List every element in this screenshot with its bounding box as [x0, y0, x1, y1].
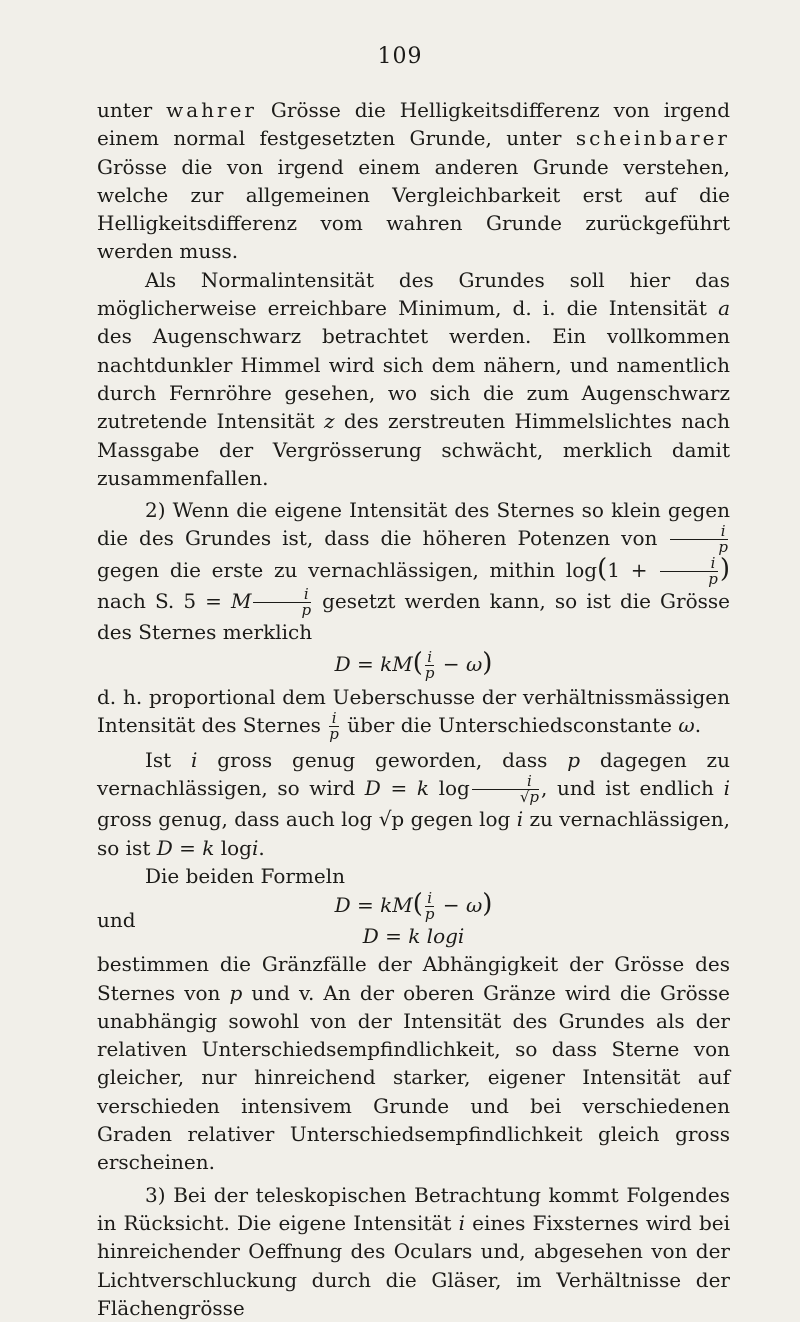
formula-1: [97, 649, 730, 681]
text-run: Ist: [145, 748, 192, 773]
formula-lhs: D = kM: [334, 651, 413, 676]
paragraph-5: [97, 746, 730, 862]
fraction: [660, 556, 718, 587]
text-run: Als Normalintensität des Grundes soll hier das möglicherweise erreichbare Minimum, d. i. die Intensität: [97, 267, 730, 321]
formula-term: − ω: [436, 893, 483, 918]
math-var: z: [324, 409, 335, 434]
formula-pair: [97, 890, 730, 950]
formula-lhs: D = kM: [334, 893, 413, 918]
text-run: 3) Bei der teleskopischen Betrachtung kommt Folgendes in Rücksicht. Die eigene Intensität: [97, 1182, 730, 1235]
math-expr: D = k: [364, 776, 429, 801]
paren: ): [719, 554, 730, 585]
text-run: gesetzt werden kann, so ist die Grösse des Sternes merklich: [97, 589, 730, 645]
text-run: gross genug geworden, dass: [197, 748, 568, 773]
math-var: i: [191, 748, 198, 773]
body-text: [97, 96, 730, 1322]
denominator: p: [424, 905, 435, 924]
text-run: gegen die erste zu vernachlässigen, mithin log: [97, 558, 598, 583]
text-run: dagegen zu vernachlässigen, so wird: [97, 748, 730, 801]
spaced-term: wahrer: [166, 98, 257, 122]
numerator: i: [253, 587, 311, 603]
fraction: [329, 711, 339, 742]
denominator: p: [329, 725, 339, 744]
math-var: i: [516, 807, 524, 832]
fraction: [424, 647, 435, 682]
text-run: zu vernachlässigen, so ist: [97, 807, 730, 860]
math-expr: D = k: [156, 835, 215, 860]
text-run: bestimmen die Gränzfälle der Abhängigkeit der Grösse des Sternes von: [97, 952, 730, 1005]
formula-2: [197, 890, 630, 922]
math-var: M: [230, 589, 252, 614]
paren: ): [482, 889, 493, 920]
math-var: i: [723, 776, 730, 801]
paragraph-3: [97, 496, 730, 647]
math-var: i: [251, 835, 259, 860]
paragraph-2: [97, 266, 730, 492]
denominator: p: [718, 538, 728, 557]
text-run: des Augenschwarz betrachtet werden. Ein vollkommen nachtdunkler Himmel wird sich dem nähern, und namentlich durch Fernröhre gesehen, wo sich die zum Augenschwarz zutretende Intensität: [97, 324, 730, 434]
text-run: über die Unterschiedsconstante: [340, 713, 679, 738]
numerator: i: [425, 650, 435, 666]
paren: (: [412, 647, 423, 678]
paren: (: [412, 889, 423, 920]
text-run: log: [214, 835, 252, 860]
paren: (: [597, 554, 608, 585]
text-run: des zerstreuten Himmelslichtes nach Massgabe der Vergrösserung schwächt, merklich damit zusammenfallen.: [97, 409, 730, 490]
paragraph-1: [97, 96, 730, 266]
paren: ): [482, 647, 493, 678]
numerator: i: [660, 556, 718, 572]
math-var: ω: [678, 713, 695, 738]
numerator: i: [425, 891, 435, 907]
formula-3: D = k logi: [362, 924, 465, 949]
paragraph-6-intro: Die beiden Formeln: [145, 863, 345, 888]
text-run: 2) Wenn die eigene Intensität des Sternes so klein gegen die des Grundes ist, dass die höheren Potenzen von: [97, 498, 730, 551]
und-label: und: [97, 908, 136, 933]
text-run: nach S. 5 =: [97, 589, 231, 614]
fraction: [425, 891, 435, 922]
numerator: i: [670, 524, 728, 540]
math-var: p: [567, 748, 581, 773]
text-run: Grösse die Helligkeitsdifferenz von irgend einem normal festgesetzten Grunde, unter: [97, 98, 730, 151]
math-var: i: [458, 1210, 465, 1235]
text-run: .: [258, 835, 265, 860]
page-number: 109: [377, 44, 423, 69]
text-run: unter: [97, 98, 167, 122]
denominator: p: [424, 663, 435, 682]
paragraph-8: [97, 1181, 730, 1322]
spaced-term: scheinbarer: [575, 126, 730, 151]
math-var: a: [718, 296, 730, 321]
text-run: d. h. proportional dem Ueberschusse der verhältnissmässigen Intensität des Sternes: [97, 684, 730, 738]
fraction: [670, 524, 728, 555]
fraction: [253, 587, 311, 618]
paragraph-4: [97, 683, 730, 742]
text-run: , und ist endlich: [541, 776, 724, 801]
text-run: gross genug, dass auch log √p gegen log: [97, 807, 517, 832]
numerator: i: [472, 774, 539, 790]
text-run: und v. An der oberen Gränze wird die Grösse unabhängig sowohl von der Intensität des Grundes als der relativen Unterschiedsempfindlichkeit, so dass Sterne von gleicher, nur hinreichend starker, eigener Intensität auf verschieden intensivem Grunde und bei verschiedenen Graden relativer Unterschiedsempfindlichkeit gleich gross erscheinen.: [97, 980, 730, 1175]
denominator: p: [301, 601, 312, 620]
text-run: eines Fixsternes wird bei hinreichender Oeffnung des Oculars und, abgesehen von der Lichtverschluckung durch die Gläser, im Verhältnisse der Flächengrösse: [97, 1210, 730, 1320]
text-run: Grösse die von irgend einem anderen Grunde verstehen, welche zur allgemeinen Vergleichbarkeit erst auf die Helligkeitsdifferenz vom wahren Grunde zurückgeführt werden muss.: [97, 154, 730, 264]
denominator: p: [708, 570, 718, 589]
text-run: 1 +: [607, 558, 659, 583]
paragraph-7: [97, 950, 730, 1176]
numerator: i: [329, 711, 339, 727]
math-var: p: [229, 980, 243, 1005]
formula-term: − ω: [436, 651, 483, 676]
text-run: log: [428, 776, 470, 801]
fraction: [472, 774, 539, 805]
text-run: .: [694, 713, 702, 738]
formula-stack: [197, 890, 630, 950]
denominator: √p: [519, 788, 540, 807]
